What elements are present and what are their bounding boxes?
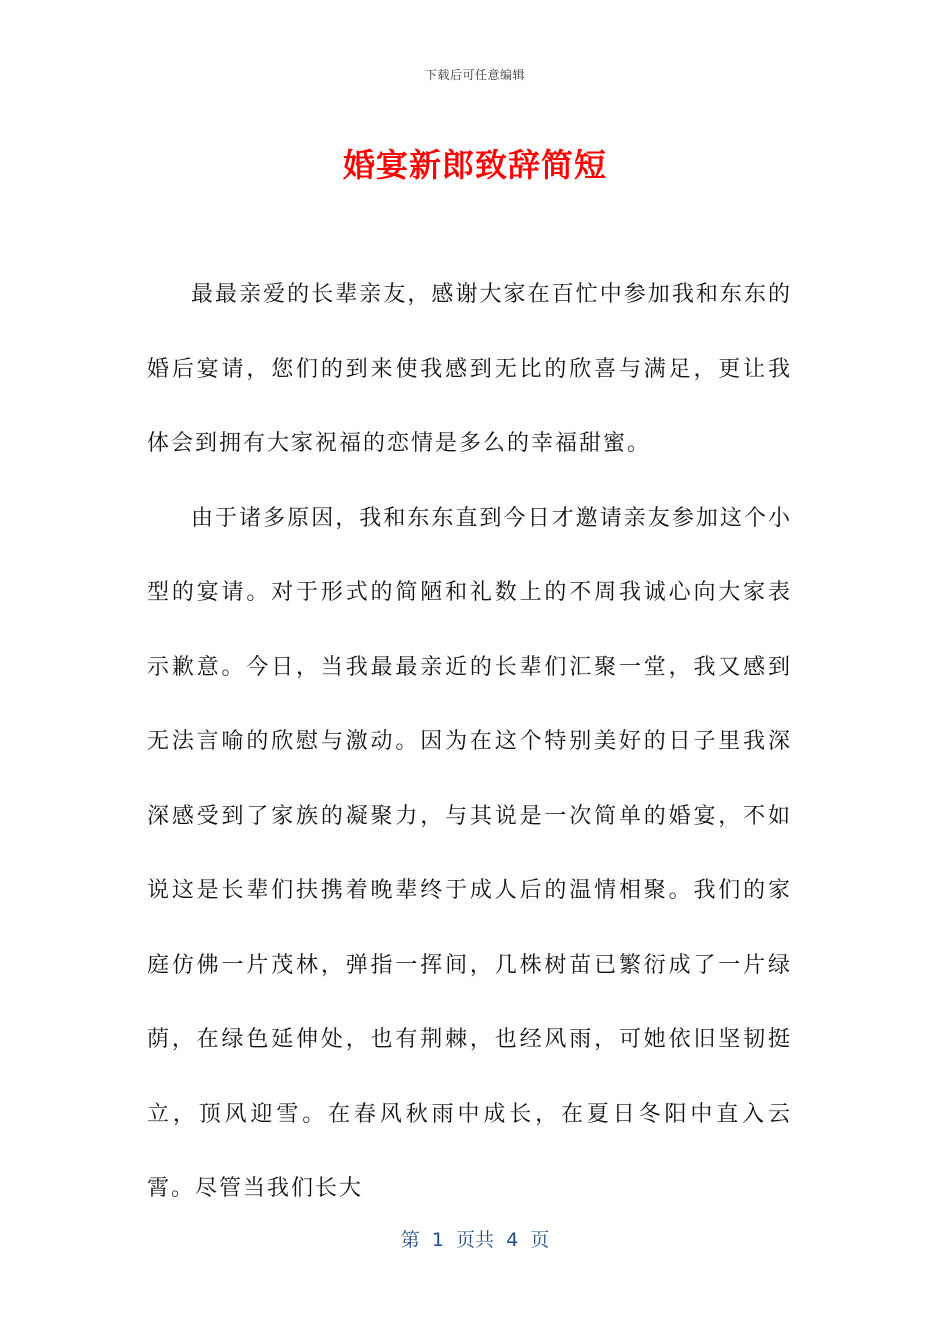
page-number-footer: 第 1 页共 4 页 bbox=[400, 1229, 550, 1251]
paragraph-2: 由于诸多原因，我和东东直到今日才邀请亲友参加这个小型的宴请。对于形式的简陋和礼数上的不周我诚心向大家表示歉意。今日，当我最最亲近的长辈们汇聚一堂，我又感到无法言喻的欣慰与激动。因为在这个特别美好的日子里我深深感受到了家族的凝聚力，与其说是一次简单的婚宴，不如说这是长辈们扶携着晚辈终于成人后的温情相聚。我们的家庭仿佛一片茂林，弹指一挥间，几株树苗已繁衍成了一片绿荫，在绿色延伸处，也有荆棘，也经风雨，可她依旧坚韧挺立，顶风迎雪。在春风秋雨中成长，在夏日冬阳中直入云霄。尽管当我们长大 bbox=[147, 505, 792, 1201]
document-body bbox=[147, 258, 792, 1227]
paragraph-1: 最最亲爱的长辈亲友，感谢大家在百忙中参加我和东东的婚后宴请，您们的到来使我感到无比的欣喜与满足，更让我体会到拥有大家祝福的恋情是多么的幸福甜蜜。 bbox=[147, 282, 792, 456]
document-title: 婚宴新郎致辞简短 bbox=[342, 146, 607, 184]
header-note: 下载后可任意编辑 bbox=[424, 68, 525, 82]
